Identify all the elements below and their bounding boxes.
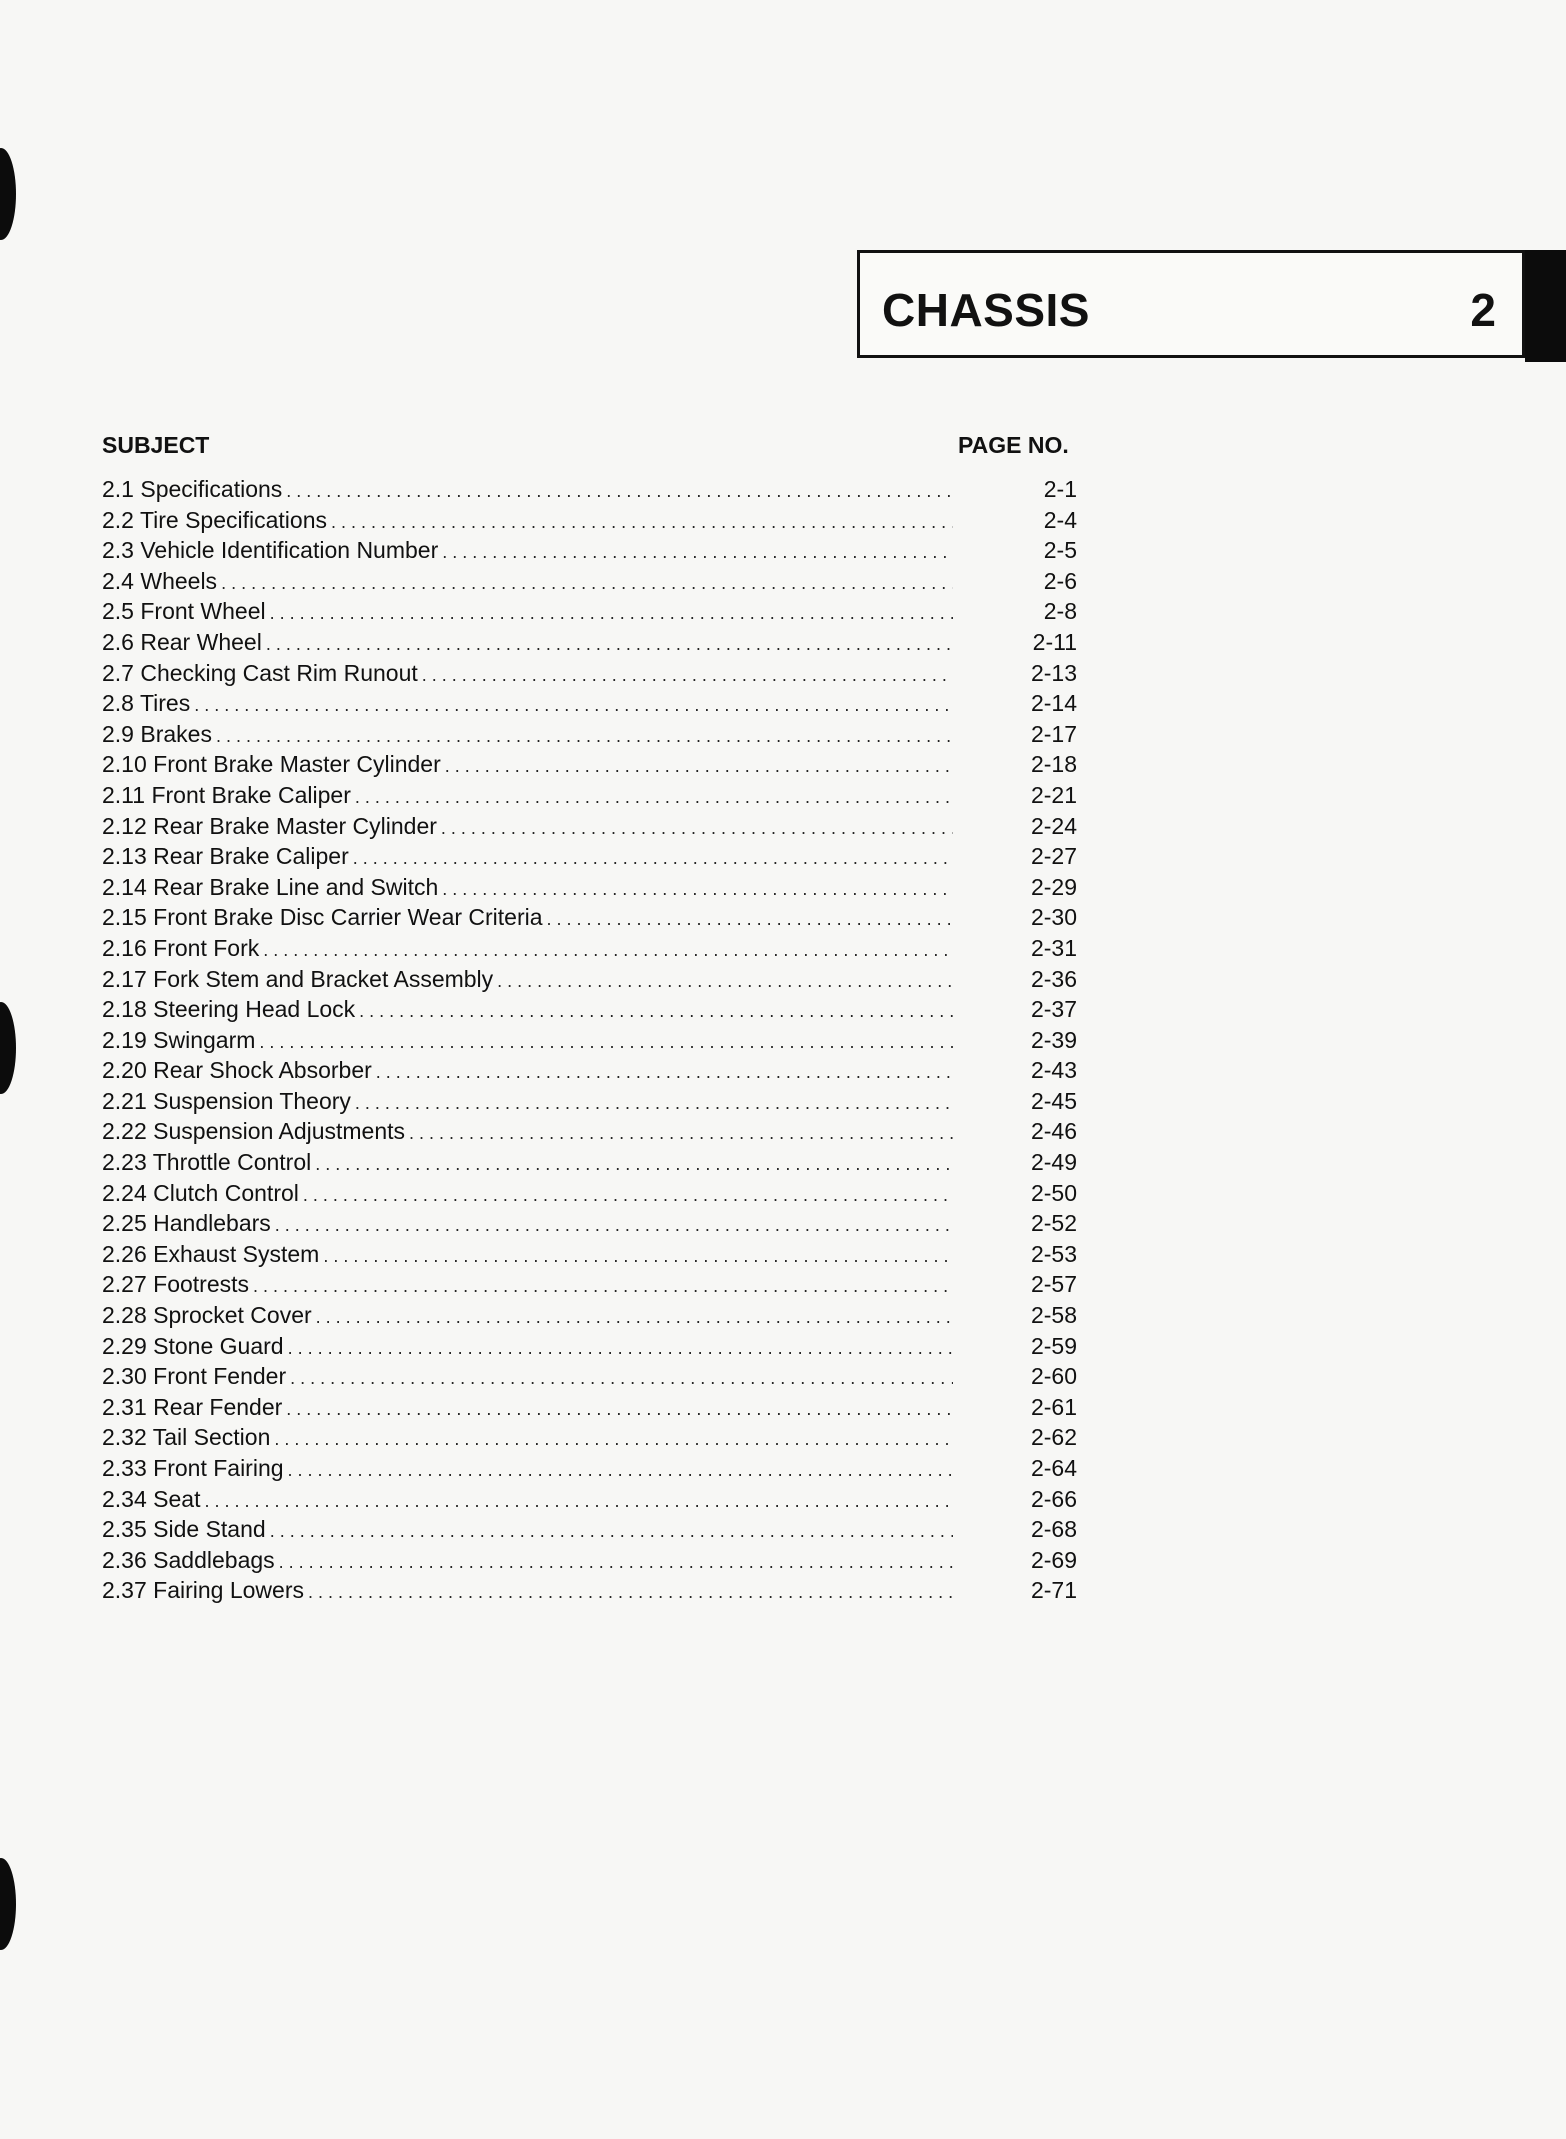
toc-entry-page: 2-64 <box>1030 1455 1077 1481</box>
toc-entry-title: 2.8 Tires <box>102 690 191 717</box>
toc-entry-title: 2.7 Checking Cast Rim Runout <box>102 659 418 686</box>
toc-entry-title: 2.24 Clutch Control <box>102 1179 299 1206</box>
toc-entry <box>102 507 1077 538</box>
toc-entry-title: 2.11 Front Brake Caliper <box>102 781 351 808</box>
toc-entry-title: 2.10 Front Brake Master Cylinder <box>102 751 441 778</box>
dot-leader <box>308 1582 953 1603</box>
toc-entry <box>102 1455 1077 1486</box>
dot-leader <box>355 1093 953 1114</box>
toc-entry <box>102 1333 1077 1364</box>
dot-leader <box>290 1368 953 1389</box>
dot-leader <box>216 726 953 747</box>
toc-entry-title: 2.27 Footrests <box>102 1271 250 1298</box>
dot-leader <box>270 603 953 624</box>
toc-entry-title: 2.32 Tail Section <box>102 1424 271 1451</box>
binder-hole-top <box>0 148 16 240</box>
toc-entry <box>102 1424 1077 1455</box>
toc-entry-page: 2-60 <box>1030 1363 1077 1390</box>
binder-hole-middle <box>0 1002 16 1094</box>
binder-hole-bottom <box>0 1858 16 1950</box>
toc-entry <box>102 1547 1077 1578</box>
toc-entry-page: 2-17 <box>1030 720 1077 747</box>
toc-entry <box>102 1088 1077 1119</box>
toc-entry-page: 2-52 <box>1030 1210 1077 1237</box>
toc-entry-title: 2.19 Swingarm <box>102 1026 256 1053</box>
dot-leader <box>270 1521 953 1542</box>
dot-leader <box>194 695 953 716</box>
toc-entry-page: 2-50 <box>1030 1179 1077 1206</box>
toc-entry <box>102 843 1077 874</box>
dot-leader <box>442 542 953 563</box>
toc-entry <box>102 568 1077 599</box>
toc-entry <box>102 904 1077 935</box>
toc-entry <box>102 1271 1077 1302</box>
toc-entry <box>102 1118 1077 1149</box>
toc-entry <box>102 874 1077 905</box>
toc-entry-title: 2.1 Specifications <box>102 476 283 502</box>
toc-entry <box>102 782 1077 813</box>
toc-entry-title: 2.22 Suspension Adjustments <box>102 1118 406 1145</box>
toc-entry <box>102 1302 1077 1333</box>
dot-leader <box>286 1399 953 1420</box>
toc-entry-title: 2.16 Front Fork <box>102 934 260 961</box>
toc-entry-title: 2.13 Rear Brake Caliper <box>102 843 349 870</box>
dot-leader <box>221 573 953 594</box>
toc-entry <box>102 966 1077 997</box>
dot-leader <box>286 481 953 502</box>
toc-entry <box>102 1027 1077 1058</box>
toc-entry <box>102 629 1077 660</box>
toc-entry-title: 2.28 Sprocket Cover <box>102 1302 312 1329</box>
dot-leader <box>409 1123 953 1144</box>
dot-leader <box>331 512 953 533</box>
toc-entry-page: 2-31 <box>1030 934 1077 961</box>
toc-entry-page: 2-43 <box>1030 1057 1077 1084</box>
toc-entry-page: 2-39 <box>1030 1026 1077 1053</box>
toc-entry-page: 2-27 <box>1030 843 1077 870</box>
dot-leader <box>441 818 953 839</box>
toc-entry-title: 2.17 Fork Stem and Bracket Assembly <box>102 965 494 992</box>
toc-entry <box>102 1516 1077 1547</box>
dot-leader <box>263 940 953 961</box>
dot-leader <box>303 1185 953 1206</box>
toc-entry-title: 2.14 Rear Brake Line and Switch <box>102 873 439 900</box>
toc-entry <box>102 1057 1077 1088</box>
dot-leader <box>253 1276 953 1297</box>
toc-entry-title: 2.30 Front Fender <box>102 1363 287 1390</box>
toc-entry-page: 2-18 <box>1030 751 1077 778</box>
toc-entry-page: 2-58 <box>1030 1302 1077 1329</box>
toc-entry-page: 2-68 <box>1030 1516 1077 1543</box>
toc-entry-page: 2-62 <box>1030 1424 1077 1451</box>
toc-entry-page: 2-53 <box>1030 1240 1077 1267</box>
toc-entry-title: 2.21 Suspension Theory <box>102 1087 351 1114</box>
toc-entry-title: 2.36 Saddlebags <box>102 1546 275 1573</box>
toc-entry-page: 2-36 <box>1030 965 1077 992</box>
toc-entry-title: 2.25 Handlebars <box>102 1210 271 1237</box>
toc-entry <box>102 996 1077 1027</box>
toc-entry-title: 2.33 Front Fairing <box>102 1455 284 1481</box>
dot-leader <box>316 1307 953 1328</box>
toc-entry-page: 2-6 <box>1043 567 1077 594</box>
dot-leader <box>315 1154 953 1175</box>
toc-entry <box>102 1149 1077 1180</box>
chapter-edge-tab <box>1525 250 1566 362</box>
dot-leader <box>288 1460 953 1481</box>
table-of-contents <box>102 476 1077 1608</box>
toc-entry-title: 2.15 Front Brake Disc Carrier Wear Criteria <box>102 904 543 931</box>
toc-entry <box>102 660 1077 691</box>
dot-leader <box>274 1429 953 1450</box>
page-number-column-header: PAGE NO. <box>958 432 1069 458</box>
toc-entry-title: 2.31 Rear Fender <box>102 1393 283 1420</box>
toc-entry-title: 2.18 Steering Head Lock <box>102 996 356 1023</box>
toc-entry-page: 2-71 <box>1030 1577 1077 1604</box>
toc-entry-title: 2.23 Throttle Control <box>102 1149 312 1176</box>
toc-entry-page: 2-5 <box>1043 537 1077 564</box>
toc-entry-page: 2-59 <box>1030 1332 1077 1359</box>
toc-entry <box>102 1394 1077 1425</box>
toc-entry-page: 2-66 <box>1030 1485 1077 1512</box>
toc-entry <box>102 1486 1077 1517</box>
dot-leader <box>376 1062 953 1083</box>
toc-entry-page: 2-61 <box>1030 1393 1077 1420</box>
dot-leader <box>353 848 953 869</box>
toc-entry <box>102 721 1077 752</box>
toc-entry <box>102 1210 1077 1241</box>
toc-entry-page: 2-11 <box>1032 628 1077 655</box>
dot-leader <box>279 1552 953 1573</box>
toc-entry-page: 2-29 <box>1030 873 1077 900</box>
toc-entry <box>102 537 1077 568</box>
toc-entry-title: 2.26 Exhaust System <box>102 1240 320 1267</box>
toc-entry-page: 2-21 <box>1030 781 1077 808</box>
toc-entry-page: 2-57 <box>1030 1271 1077 1298</box>
toc-entry <box>102 476 1077 507</box>
toc-entry-page: 2-13 <box>1030 659 1077 686</box>
toc-entry-page: 2-46 <box>1030 1118 1077 1145</box>
dot-leader <box>323 1246 953 1267</box>
dot-leader <box>445 756 953 777</box>
toc-entry <box>102 598 1077 629</box>
toc-entry-title: 2.34 Seat <box>102 1485 201 1512</box>
chapter-number: 2 <box>1470 284 1496 336</box>
toc-entry-title: 2.4 Wheels <box>102 567 218 594</box>
dot-leader <box>275 1215 953 1236</box>
toc-entry-title: 2.2 Tire Specifications <box>102 506 328 533</box>
dot-leader <box>359 1001 953 1022</box>
toc-entry-title: 2.12 Rear Brake Master Cylinder <box>102 812 437 839</box>
toc-entry-title: 2.29 Stone Guard <box>102 1332 284 1359</box>
dot-leader <box>288 1338 953 1359</box>
toc-entry-title: 2.20 Rear Shock Absorber <box>102 1057 372 1084</box>
subject-column-header: SUBJECT <box>102 432 210 458</box>
toc-entry-page: 2-4 <box>1043 506 1077 533</box>
dot-leader <box>266 634 953 655</box>
chapter-title: CHASSIS <box>882 284 1090 336</box>
dot-leader <box>355 787 953 808</box>
toc-entry <box>102 1363 1077 1394</box>
toc-entry-title: 2.6 Rear Wheel <box>102 628 262 655</box>
toc-entry-title: 2.35 Side Stand <box>102 1516 266 1543</box>
toc-entry-page: 2-14 <box>1030 690 1077 717</box>
toc-entry <box>102 813 1077 844</box>
toc-entry-title: 2.3 Vehicle Identification Number <box>102 537 439 564</box>
dot-leader <box>442 879 953 900</box>
chapter-header-box <box>857 250 1525 358</box>
toc-entry <box>102 1241 1077 1272</box>
toc-entry <box>102 690 1077 721</box>
dot-leader <box>547 909 953 930</box>
toc-entry <box>102 1180 1077 1211</box>
toc-entry-page: 2-30 <box>1030 904 1077 931</box>
dot-leader <box>259 1032 953 1053</box>
toc-entry-page: 2-45 <box>1030 1087 1077 1114</box>
toc-entry-page: 2-37 <box>1030 996 1077 1023</box>
toc-entry-title: 2.37 Fairing Lowers <box>102 1577 304 1604</box>
dot-leader <box>204 1491 953 1512</box>
toc-entry <box>102 935 1077 966</box>
toc-entry-page: 2-69 <box>1030 1546 1077 1573</box>
toc-entry-page: 2-49 <box>1030 1149 1077 1176</box>
dot-leader <box>422 665 953 686</box>
toc-entry-title: 2.9 Brakes <box>102 720 212 747</box>
toc-entry-title: 2.5 Front Wheel <box>102 598 266 625</box>
toc-entry <box>102 751 1077 782</box>
toc-entry-page: 2-24 <box>1030 812 1077 839</box>
toc-entry-page: 2-1 <box>1043 476 1077 502</box>
dot-leader <box>497 971 953 992</box>
toc-entry <box>102 1577 1077 1608</box>
toc-entry-page: 2-8 <box>1043 598 1077 625</box>
